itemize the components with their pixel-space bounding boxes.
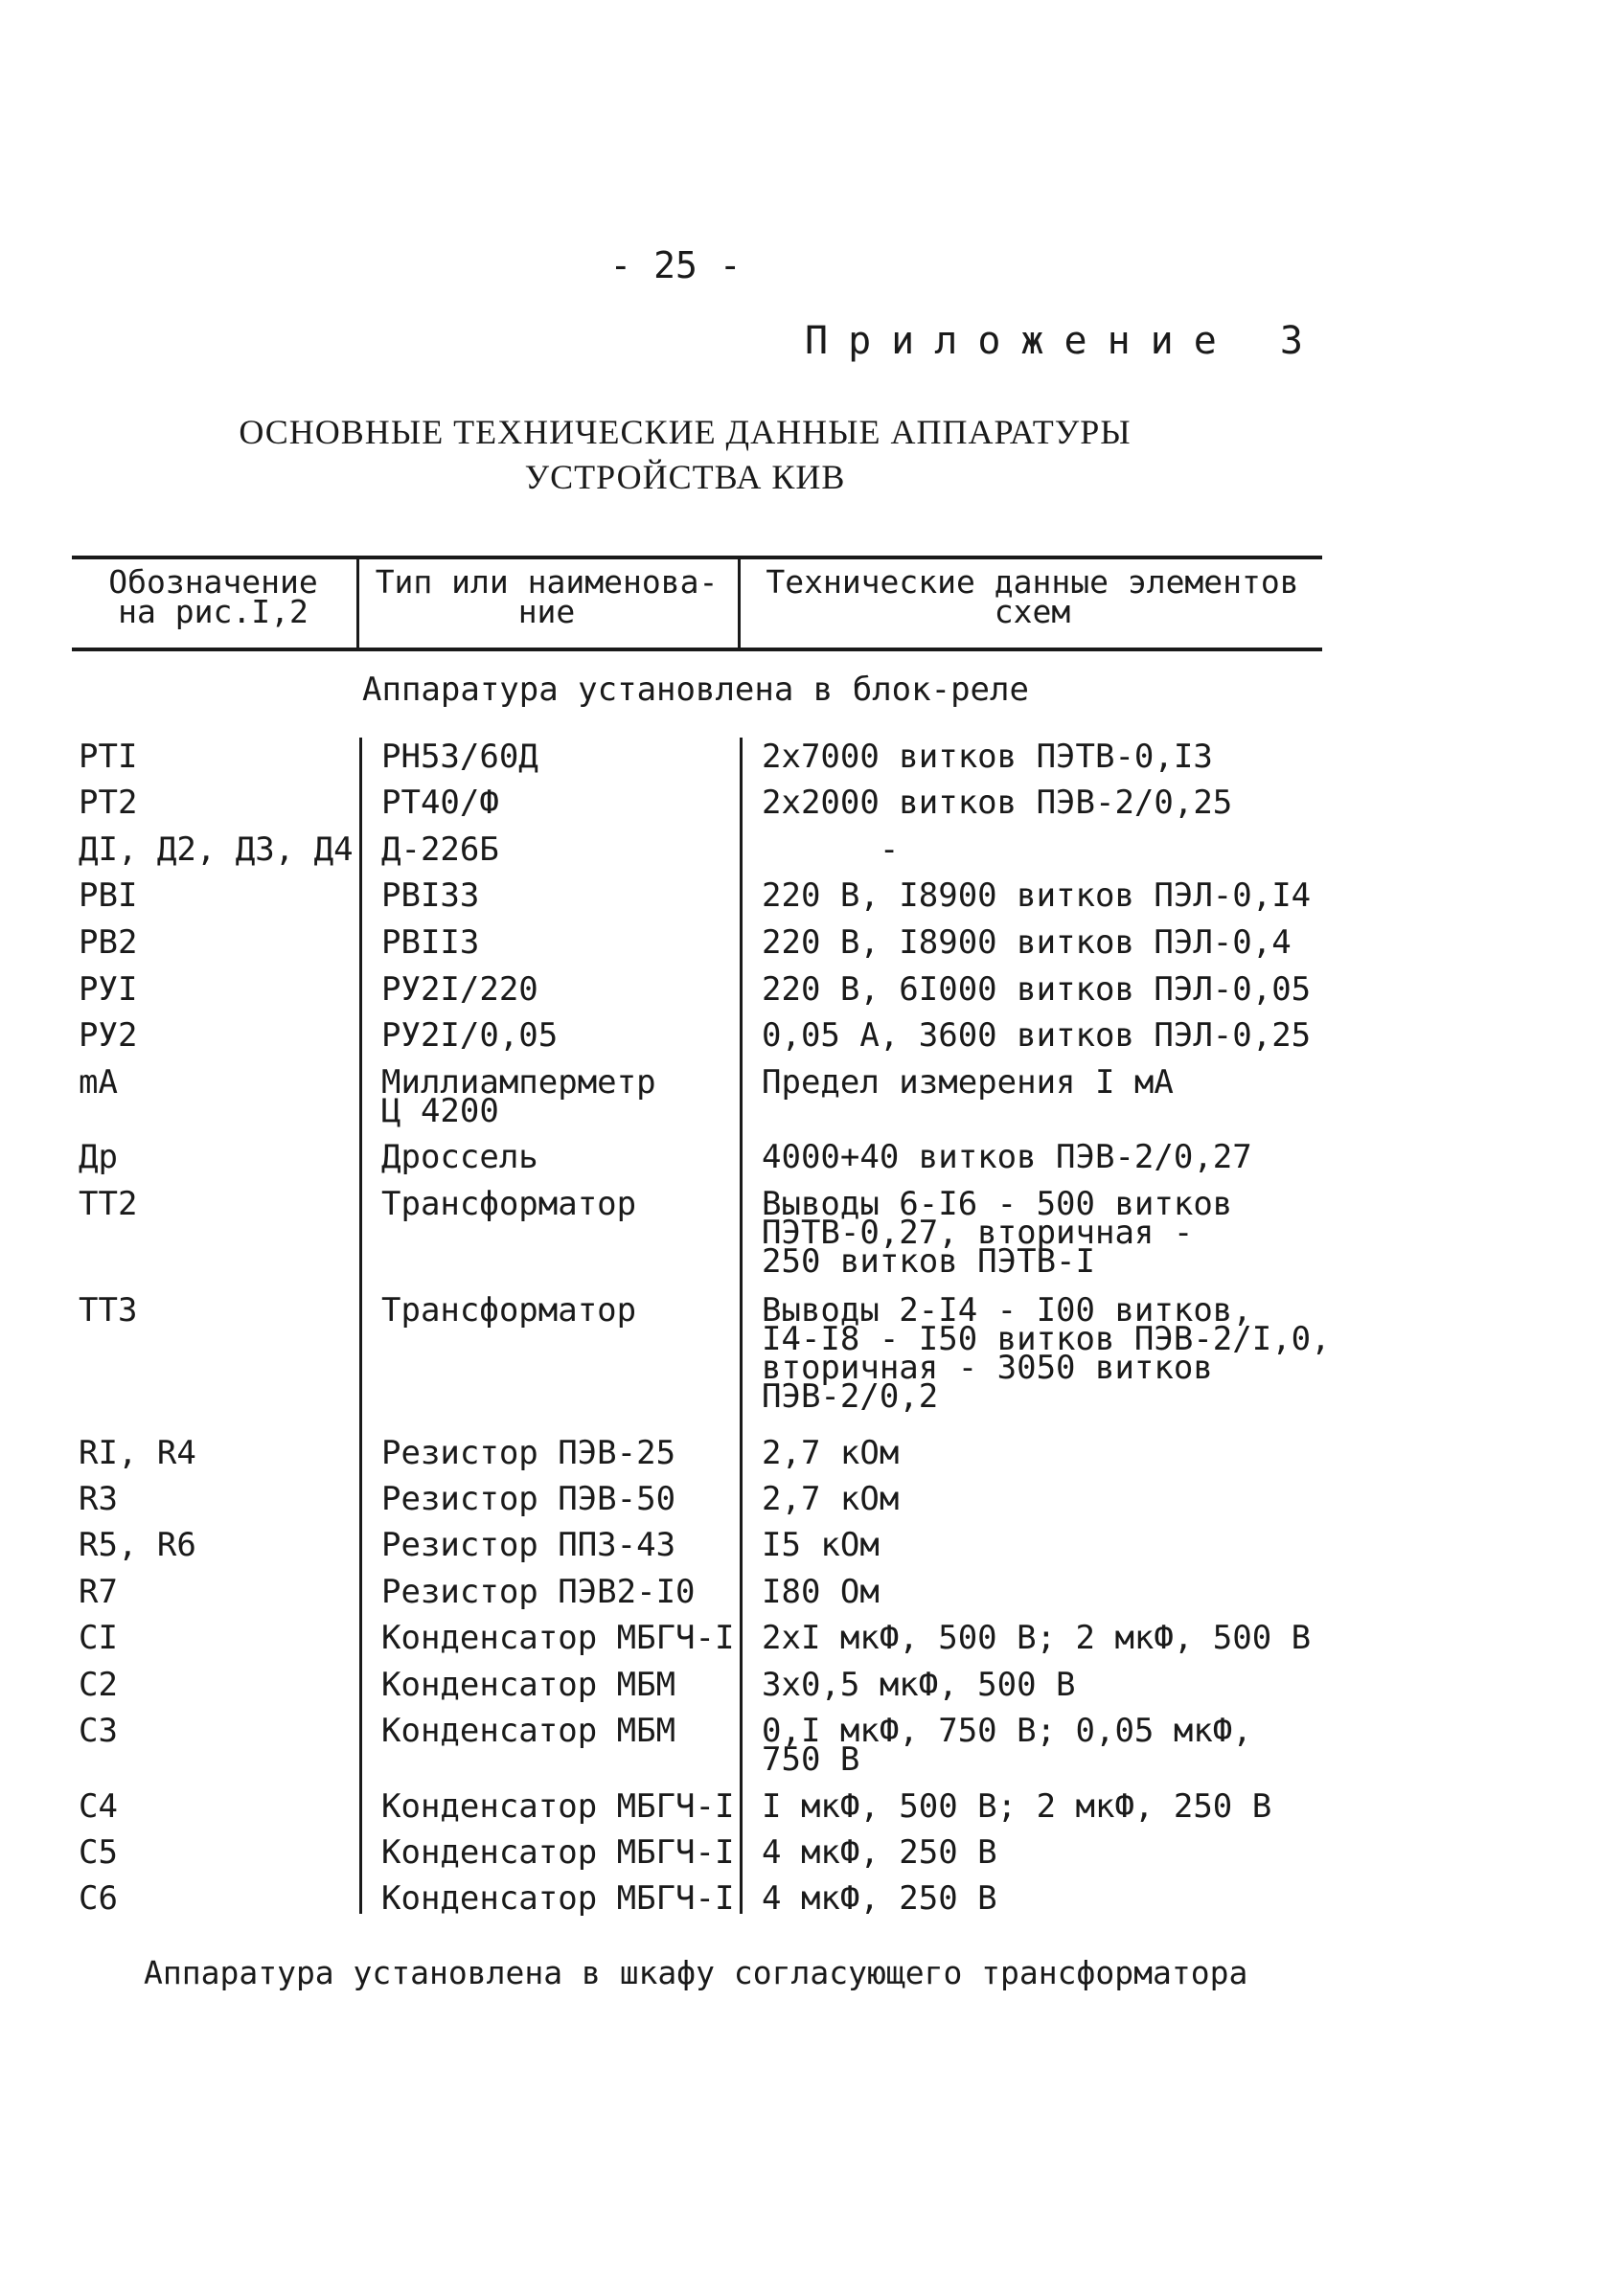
table-header-rule [72, 648, 1322, 651]
cell-spec: 2,7 кОм [762, 1434, 900, 1472]
cell-type: РУ2I/0,05 [381, 1016, 559, 1055]
cell-spec: 3x0,5 мкФ, 500 В [762, 1666, 1076, 1704]
appendix-label: Приложение 3 [805, 319, 1323, 363]
table-top-rule [72, 556, 1322, 559]
cell-spec: 4 мкФ, 250 В [762, 1833, 997, 1872]
cell-designation: C4 [79, 1787, 118, 1826]
header-specs: Технические данные элементов схем [766, 563, 1299, 630]
cell-designation: PУ2 [79, 1016, 138, 1055]
title-line-2: УСТРОЙСТВА КИВ [524, 458, 846, 496]
cell-type: Конденсатор МБМ [381, 1666, 676, 1704]
cell-type: РН53/60Д [381, 738, 538, 776]
cell-spec: 220 В, I8900 витков ПЭЛ-0,I4 [762, 876, 1312, 915]
cell-designation: C3 [79, 1712, 118, 1750]
cell-spec: 2x7000 витков ПЭТВ-0,I3 [762, 738, 1213, 776]
cell-spec: 2,7 кОм [762, 1480, 900, 1518]
cell-designation: ДI, Д2, Д3, Д4 [79, 830, 354, 869]
cell-type: Резистор ППЗ-43 [381, 1526, 676, 1564]
cell-designation: PBI [79, 876, 138, 915]
cell-designation: PTI [79, 738, 138, 776]
document-title [0, 410, 1370, 500]
cell-spec: 2x2000 витков ПЭВ-2/0,25 [762, 784, 1233, 822]
page-number: - 25 - [609, 244, 742, 286]
cell-designation: R3 [79, 1480, 118, 1518]
cell-designation: Др [79, 1138, 118, 1176]
cell-spec: 0,I мкФ, 750 В; 0,05 мкФ, 750 В [762, 1712, 1252, 1779]
cell-type: Трансформатор [381, 1291, 637, 1330]
footer-section-title: Аппаратура установлена в шкафу согласующего трансформатора [144, 1954, 1248, 1991]
cell-spec: - [762, 830, 900, 869]
header-type: Тип или наименова- ние [375, 563, 719, 630]
cell-type: РВII3 [381, 923, 480, 962]
cell-designation: R7 [79, 1573, 118, 1611]
cell-type: Конденсатор МБМ [381, 1712, 676, 1750]
cell-type: Миллиамперметр Ц 4200 [381, 1063, 656, 1130]
cell-type: Конденсатор МБГЧ-I [381, 1833, 735, 1872]
cell-type: Резистор ПЭВ-50 [381, 1480, 676, 1518]
cell-type: Конденсатор МБГЧ-I [381, 1879, 735, 1918]
cell-designation: PУI [79, 970, 138, 1009]
cell-spec: 0,05 А, 3600 витков ПЭЛ-0,25 [762, 1016, 1312, 1055]
cell-spec: I5 кОм [762, 1526, 880, 1564]
cell-type: РТ40/Ф [381, 784, 499, 822]
body-divider-2 [740, 738, 743, 1914]
cell-designation: C5 [79, 1833, 118, 1872]
cell-designation: R5, R6 [79, 1526, 196, 1564]
cell-designation: TT2 [79, 1185, 138, 1223]
cell-type: Резистор ПЭВ-25 [381, 1434, 676, 1472]
cell-spec: Предел измерения I мА [762, 1063, 1174, 1102]
cell-type: Д-226Б [381, 830, 499, 869]
cell-spec: 2xI мкФ, 500 В; 2 мкФ, 500 В [762, 1619, 1312, 1657]
cell-spec: 4 мкФ, 250 В [762, 1879, 997, 1918]
section-title: Аппаратура установлена в блок-реле [362, 671, 1029, 709]
cell-type: Трансформатор [381, 1185, 637, 1223]
header-divider-2 [738, 557, 741, 649]
cell-designation: PB2 [79, 923, 138, 962]
cell-spec: I80 Ом [762, 1573, 880, 1611]
cell-spec: 220 В, I8900 витков ПЭЛ-0,4 [762, 923, 1292, 962]
cell-type: РВI33 [381, 876, 480, 915]
cell-spec: Выводы 6-I6 - 500 витков ПЭТВ-0,27, вторичная - 250 витков ПЭТВ-I [762, 1185, 1233, 1281]
body-divider-1 [359, 738, 362, 1914]
cell-designation: mA [79, 1063, 118, 1102]
cell-designation: TT3 [79, 1291, 138, 1330]
cell-spec: 4000+40 витков ПЭВ-2/0,27 [762, 1138, 1252, 1176]
cell-type: Конденсатор МБГЧ-I [381, 1787, 735, 1826]
cell-type: Конденсатор МБГЧ-I [381, 1619, 735, 1657]
cell-designation: RI, R4 [79, 1434, 196, 1472]
cell-designation: PT2 [79, 784, 138, 822]
cell-spec: I мкФ, 500 В; 2 мкФ, 250 В [762, 1787, 1272, 1826]
header-designation: Обозначение на рис.I,2 [108, 563, 318, 630]
cell-spec: 220 В, 6I000 витков ПЭЛ-0,05 [762, 970, 1312, 1009]
cell-spec: Выводы 2-I4 - I00 витков, I4-I8 - I50 витков ПЭВ-2/I,0, вторичная - 3050 витков ПЭВ-2/0,2 [762, 1291, 1331, 1416]
cell-type: Дроссель [381, 1138, 538, 1176]
cell-designation: C2 [79, 1666, 118, 1704]
header-divider-1 [356, 557, 359, 649]
cell-designation: C6 [79, 1879, 118, 1918]
cell-type: Резистор ПЭВ2-I0 [381, 1573, 696, 1611]
cell-designation: CI [79, 1619, 118, 1657]
title-line-1: ОСНОВНЫЕ ТЕХНИЧЕСКИЕ ДАННЫЕ АППАРАТУРЫ [239, 413, 1132, 451]
cell-type: РУ2I/220 [381, 970, 538, 1009]
